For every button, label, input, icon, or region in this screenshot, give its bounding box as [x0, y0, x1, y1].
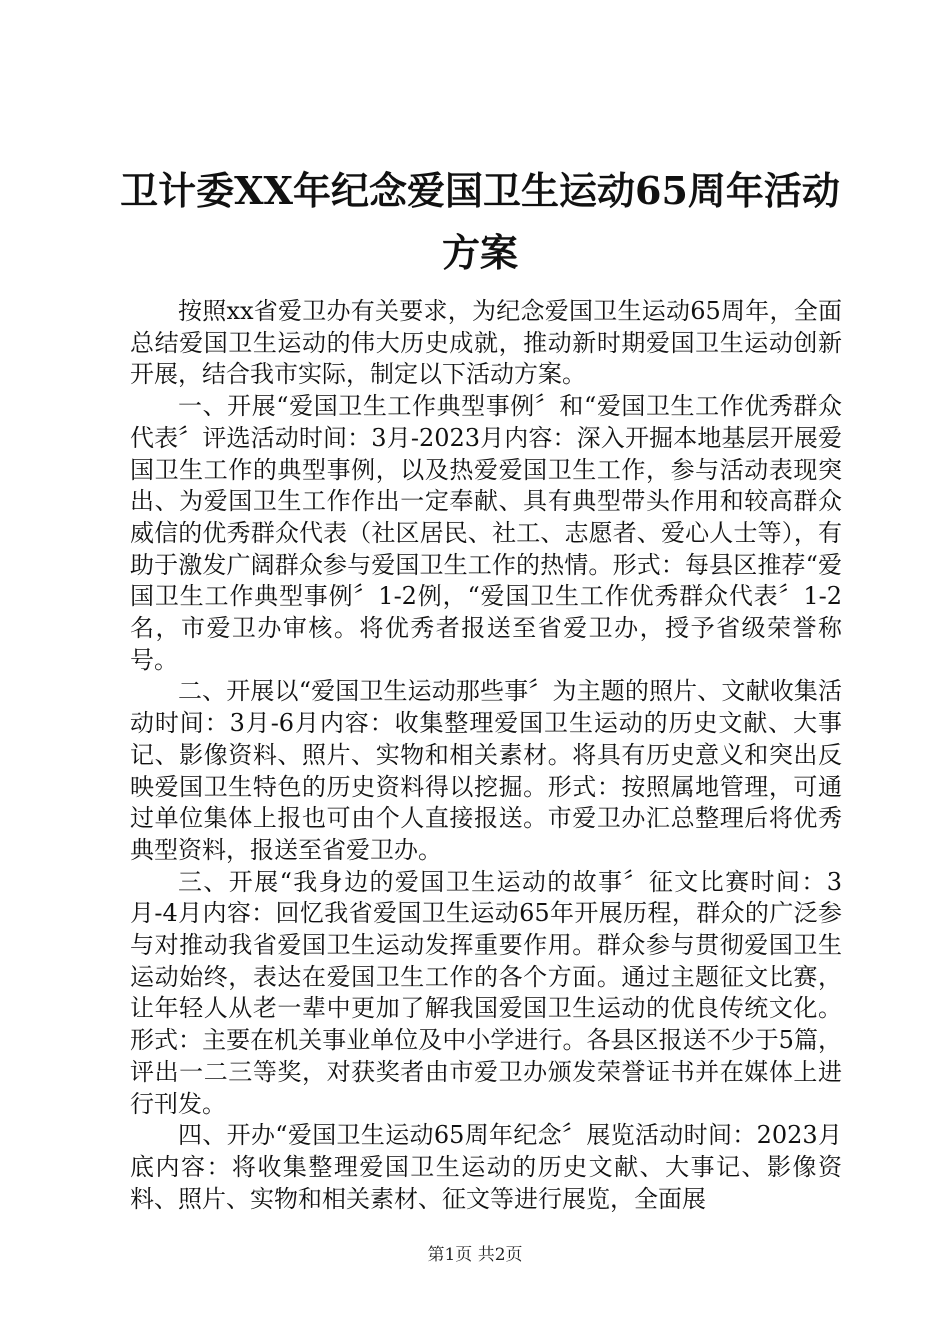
document-title: 卫计委XX年纪念爱国卫生运动65周年活动方案 [120, 168, 840, 275]
paragraph-section-3: 三、开展“我身边的爱国卫生运动的故事〞征文比赛时间：3月-4月内容：回忆我省爱国卫生运动65年开展历程，群众的广泛参与对推动我省爱国卫生运动发挥重要作用。群众参与贯彻爱国卫生运动始终，表达在爱国卫生工作的各个方面。通过主题征文比赛，让年轻人从老一辈中更加了解我国爱国卫生运动的优良传统文化。形式：主要在机关事业单位及中小学进行。各县区报送不少于5篇，评出一二三等奖，对获奖者由市爱卫办颁发荣誉证书并在媒体上进行刊发。 [130, 867, 842, 1118]
paragraph-section-4: 四、开办“爱国卫生运动65周年纪念〞展览活动时间：2023月底内容：将收集整理爱国卫生运动的历史文献、大事记、影像资料、照片、实物和相关素材、征文等进行展览，全面展 [130, 1121, 842, 1213]
paragraph-section-2: 二、开展以“爱国卫生运动那些事〞为主题的照片、文献收集活动时间：3月-6月内容：收集整理爱国卫生运动的历史文献、大事记、影像资料、照片、实物和相关素材。将具有历史意义和突出反映爱国卫生特色的历史资料得以挖掘。形式：按照属地管理，可通过单位集体上报也可由个人直接报送。市爱卫办汇总整理后将优秀典型资料，报送至省爱卫办。 [130, 677, 842, 864]
paragraph-intro: 按照xx省爱卫办有关要求，为纪念爱国卫生运动65周年，全面总结爱国卫生运动的伟大历史成就，推动新时期爱国卫生运动创新开展，结合我市实际，制定以下活动方案。 [130, 297, 842, 389]
document-body [130, 296, 842, 1215]
paragraph-section-1: 一、开展“爱国卫生工作典型事例〞和“爱国卫生工作优秀群众代表〞评选活动时间：3月-2023月内容：深入开掘本地基层开展爱国卫生工作的典型事例，以及热爱爱国卫生工作，参与活动表现突出、为爱国卫生工作作出一定奉献、具有典型带头作用和较高群众威信的优秀群众代表（社区居民、社工、志愿者、爱心人士等），有助于激发广阔群众参与爱国卫生工作的热情。形式：每县区推荐“爱国卫生工作典型事例〞1-2例，“爱国卫生工作优秀群众代表〞1-2名，市爱卫办审核。将优秀者报送至省爱卫办，授予省级荣誉称号。 [130, 392, 842, 674]
page-number-footer: 第1页 共2页 [427, 1245, 523, 1265]
